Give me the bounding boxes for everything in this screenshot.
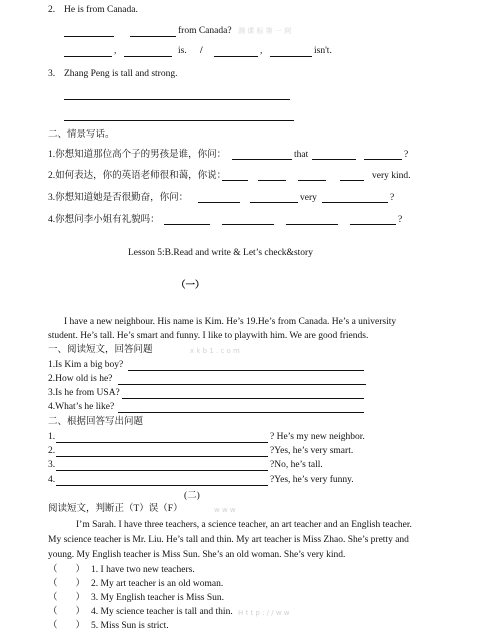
scenario-item-4: 4.你想问李小姐有礼貌吗： — [48, 215, 160, 225]
answer-question: 3.Is he from USA? — [48, 388, 120, 398]
watermark-text: w w w — [214, 506, 236, 514]
judge-bracket-close: ） — [75, 565, 86, 575]
q2-blank[interactable] — [64, 36, 114, 37]
q3-answer-line[interactable] — [64, 99, 290, 100]
q2-blank[interactable] — [130, 36, 176, 37]
q2-row2-slash: / — [200, 46, 203, 56]
judge-item — [48, 608, 233, 618]
scenario-item-2: 2.如何表达，你的英语老师很和蔼，你说： — [48, 171, 227, 181]
scenario-blank[interactable] — [350, 224, 396, 225]
scenario-item-1-mid: that — [294, 150, 309, 160]
judge-bracket-open: （ — [48, 565, 58, 575]
scenario-heading: 二、情景写话。 — [48, 130, 115, 140]
scenario-blank[interactable] — [286, 224, 338, 225]
ask-line[interactable] — [56, 442, 268, 443]
ask-line[interactable] — [56, 456, 268, 457]
ask-answer: ?Yes, he’s very smart. — [270, 446, 354, 456]
ask-answer: ?Yes, he’s very funny. — [270, 475, 354, 485]
reading-para-line: I have a new neighbour. His name is Kim. He’s 19.He’s from Canada. He’s a university — [64, 317, 397, 327]
scenario-item-1: 1.你想知道那位高个子的男孩是谁，你问： — [48, 150, 227, 160]
ask-number: 2. — [48, 446, 56, 456]
lesson-title: Lesson 5:B.Read and write & Let’s check&story — [128, 248, 313, 258]
q2-blank[interactable] — [214, 56, 258, 57]
scenario-blank[interactable] — [340, 180, 364, 181]
judge-bracket-close: ） — [75, 607, 86, 617]
scenario-blank[interactable] — [222, 180, 248, 181]
judge-item-text: 2. My art teacher is an old woman. — [91, 579, 224, 589]
judge-item — [48, 580, 223, 590]
q2-blank[interactable] — [124, 56, 172, 57]
judge-item — [48, 566, 195, 576]
judge-para-line: I’m Sarah. I have three teachers, a science teacher, an art teacher and an English teacher. — [76, 520, 412, 530]
judge-item — [48, 622, 169, 632]
scenario-blank[interactable] — [250, 202, 298, 203]
ask-line[interactable] — [56, 485, 268, 486]
watermark-text: 测 课 标 第 一 网 — [238, 27, 292, 35]
q2-row2-comma-2: , — [260, 46, 263, 56]
scenario-item-3-mid: very — [300, 193, 317, 203]
q3-sentence: Zhang Peng is tall and strong. — [64, 69, 178, 79]
q2-number: 2. — [48, 5, 56, 15]
judge-bracket-open: （ — [48, 579, 58, 589]
q2-row2-is: is. — [178, 46, 187, 56]
scenario-item-3-end: ? — [390, 193, 395, 203]
judge-bracket-close: ） — [75, 621, 86, 631]
judge-item — [48, 594, 224, 604]
q2-row2-isnt: isn't. — [314, 46, 332, 56]
reading-para-line: student. He’s tall. He’s smart and funny. I like to playwith him. We are good friends. — [48, 331, 369, 341]
q2-blank[interactable] — [270, 56, 312, 57]
ask-answer: ?No, he’s tall. — [270, 460, 323, 470]
answer-line[interactable] — [118, 384, 366, 385]
judge-instruction: 阅读短文，判断正（T）误（F） — [48, 504, 183, 514]
q3-number: 3. — [48, 69, 56, 79]
scenario-blank[interactable] — [258, 180, 286, 181]
scenario-item-4-end: ? — [398, 215, 403, 225]
judge-bracket-close: ） — [75, 579, 86, 589]
ask-number: 4. — [48, 475, 56, 485]
watermark-text: H t t p : / / w w — [238, 609, 290, 617]
scenario-blank[interactable] — [164, 224, 210, 225]
scenario-blank[interactable] — [322, 202, 388, 203]
judge-item-text: 1. I have two new teachers. — [91, 565, 195, 575]
scenario-item-2-end: very kind. — [372, 171, 411, 181]
judge-item-text: 4. My science teacher is tall and thin. — [91, 607, 233, 617]
judge-item-text: 3. My English teacher is Miss Sun. — [91, 593, 225, 603]
ask-heading: 二、根据回答写出问题 — [48, 417, 144, 427]
watermark-text: x k b 1 . c o m — [190, 347, 240, 355]
judge-item-text: 5. Miss Sun is strict. — [91, 621, 169, 631]
judge-bracket-open: （ — [48, 593, 58, 603]
q2-row2-comma: , — [114, 46, 117, 56]
ask-number: 3. — [48, 460, 56, 470]
scenario-item-1-end: ? — [404, 150, 409, 160]
ask-line[interactable] — [56, 470, 268, 471]
q3-answer-line[interactable] — [64, 120, 294, 121]
scenario-blank[interactable] — [232, 159, 292, 160]
part-one-heading: （一） — [176, 281, 205, 291]
judge-bracket-close: ） — [75, 593, 86, 603]
scenario-blank[interactable] — [222, 224, 274, 225]
part-two-heading: (二) — [184, 491, 200, 501]
judge-bracket-open: （ — [48, 607, 58, 617]
answer-question: 4.What’s he like? — [48, 402, 115, 412]
q2-blank[interactable] — [64, 56, 112, 57]
scenario-item-3: 3.你想知道她是否很勤奋，你问： — [48, 193, 189, 203]
scenario-blank[interactable] — [364, 159, 402, 160]
q2-row1-text: from Canada? — [178, 26, 232, 36]
judge-bracket-open: （ — [48, 621, 58, 631]
judge-para-line: young. My English teacher is Miss Sun. She’s an old woman. She’s very kind. — [48, 550, 346, 560]
judge-para-line: My science teacher is Mr. Liu. He’s tall and thin. My art teacher is Miss Zhao. She’s pretty and — [48, 535, 409, 545]
scenario-blank[interactable] — [312, 159, 356, 160]
scenario-blank[interactable] — [198, 202, 240, 203]
ask-answer: ? He’s my new neighbor. — [270, 432, 365, 442]
q2-sentence: He is from Canada. — [64, 5, 138, 15]
answer-line[interactable] — [118, 412, 364, 413]
answer-question: 1.Is Kim a big boy? — [48, 360, 124, 370]
scenario-blank[interactable] — [298, 180, 326, 181]
answer-line[interactable] — [128, 370, 364, 371]
answer-line[interactable] — [122, 398, 364, 399]
ask-number: 1. — [48, 432, 56, 442]
answer-heading: 一、阅读短文，回答问题 — [48, 345, 153, 355]
answer-question: 2.How old is he? — [48, 374, 113, 384]
